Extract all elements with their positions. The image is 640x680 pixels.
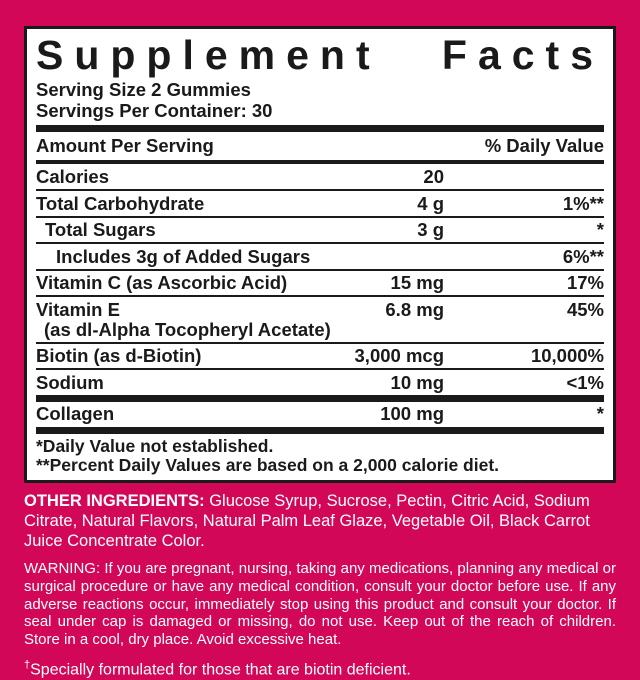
nutrient-name: Sodium — [36, 371, 104, 393]
divider-thick-top — [36, 125, 604, 132]
table-row — [36, 342, 604, 369]
nutrient-amount: 15 mg — [390, 272, 444, 294]
footnote-percent-daily-values: **Percent Daily Values are based on a 2,000 calorie diet. — [36, 455, 500, 476]
nutrient-daily-value: 10,000% — [530, 345, 604, 367]
biotin-note-text: Specially formulated for those that are biotin deficient. — [30, 661, 411, 679]
facts-table-rows — [36, 164, 604, 426]
nutrient-amount: 6.8 mg — [385, 298, 444, 320]
other-ingredients-text: Glucose Syrup, Sucrose, Pectin, Citric Acid, Sodium Citrate, Natural Flavors, Natural Palm Leaf Glaze, Vegetable Oil, Black Carrot Juice Concentrate Color. — [24, 492, 590, 550]
nutrient-amount: 10 mg — [390, 371, 444, 393]
nutrient-daily-value: * — [596, 219, 604, 241]
servings-per-container: Servings Per Container: 30 — [36, 100, 273, 122]
table-row — [36, 269, 604, 296]
nutrient-name: Includes 3g of Added Sugars — [56, 245, 311, 267]
nutrient-daily-value: 17% — [566, 272, 604, 294]
header-amount-per-serving: Amount Per Serving — [36, 135, 214, 157]
table-row — [36, 164, 604, 189]
other-ingredients-paragraph — [24, 492, 616, 551]
serving-size: Serving Size 2 Gummies — [36, 79, 251, 101]
table-row — [36, 395, 604, 427]
nutrient-name: Vitamin E — [36, 298, 120, 320]
nutrient-amount: 100 mg — [380, 403, 444, 425]
table-row — [36, 368, 604, 395]
table-header — [36, 132, 604, 160]
biotin-deficient-note — [24, 659, 616, 680]
table-row — [36, 216, 604, 243]
nutrient-amount: 3,000 mcg — [354, 345, 444, 367]
footnotes-block — [36, 427, 604, 481]
panel-title: Supplement Facts — [36, 32, 604, 78]
dagger-symbol: † — [24, 659, 31, 672]
nutrient-daily-value: 45% — [566, 298, 604, 320]
nutrient-daily-value: 1%** — [562, 192, 604, 214]
warning-text: If you are pregnant, nursing, taking any medications, planning any medical or surgical procedure or have any medical condition, consult your doctor before use. If any adverse reactions occur, immediately stop using this product and consult your doctor. If seal under cap is damaged or missing, do not use. Keep out of the reach of children. Store in a cool, dry place. Avoid excessive heat. — [24, 560, 616, 648]
nutrient-name: Biotin (as d-Biotin) — [36, 345, 202, 367]
header-daily-value: % Daily Value — [484, 135, 604, 157]
table-row — [36, 295, 604, 341]
nutrient-daily-value: * — [596, 403, 604, 425]
nutrient-name: Vitamin C (as Ascorbic Acid) — [36, 272, 288, 294]
warning-label: WARNING: — [24, 560, 101, 578]
footnote-daily-value: *Daily Value not established. — [36, 435, 274, 456]
table-row — [36, 242, 604, 269]
nutrient-amount: 3 g — [417, 219, 444, 241]
nutrient-name: Calories — [36, 165, 110, 187]
table-row — [36, 189, 604, 216]
nutrient-amount: 4 g — [417, 192, 444, 214]
warning-paragraph — [24, 560, 616, 648]
nutrient-daily-value: 6%** — [562, 245, 604, 267]
other-ingredients-label: OTHER INGREDIENTS: — [24, 492, 205, 511]
nutrient-subname: (as dl-Alpha Tocopheryl Acetate) — [44, 318, 331, 340]
nutrient-name: Collagen — [36, 403, 115, 425]
nutrient-name: Total Carbohydrate — [36, 192, 205, 214]
nutrient-amount: 20 — [423, 165, 444, 187]
nutrient-daily-value: <1% — [566, 371, 604, 393]
nutrient-name: Total Sugars — [45, 219, 156, 241]
supplement-facts-panel — [24, 26, 616, 483]
